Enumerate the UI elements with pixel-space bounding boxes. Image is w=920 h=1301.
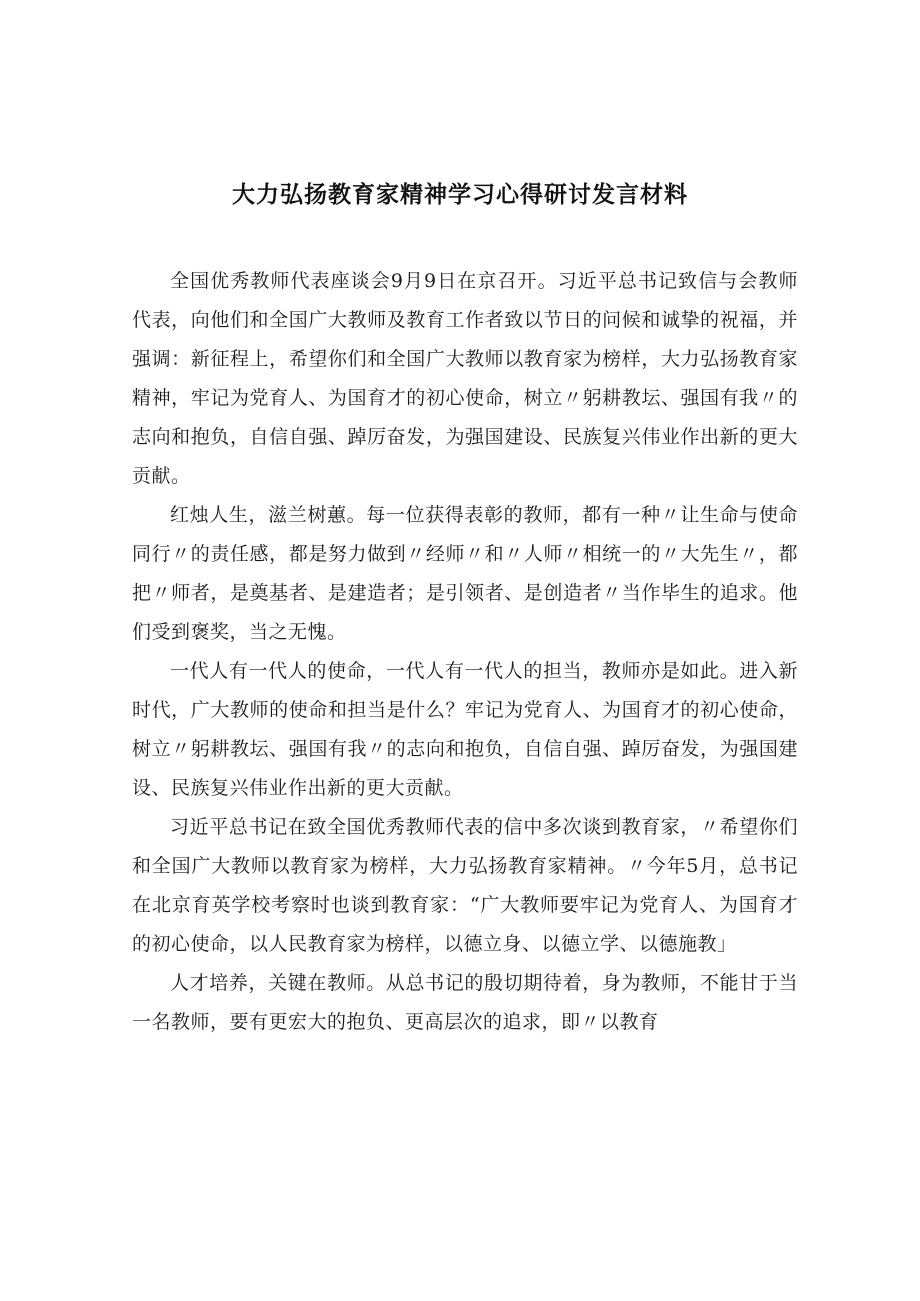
paragraph-5: 人才培养，关键在教师。从总书记的殷切期待着，身为教师，不能甘于当一名教师，要有更宏大的抱负、更高层次的追求，即〃以教育 (132, 972, 798, 1033)
paragraph-3: 一代人有一代人的使命，一代人有一代人的担当，教师亦是如此。进入新时代，广大教师的使命和担当是什么？牢记为党育人、为国育才的初心使命，树立〃躬耕教坛、强国有我〃的志向和抱负，自信自强、踔厉奋发，为强国建设、民族复兴伟业作出新的更大贡献。 (132, 660, 798, 799)
document-title: 大力弘扬教育家精神学习心得研讨发言材料 (232, 182, 688, 208)
document-body (132, 262, 798, 1042)
paragraph-2: 红烛人生，滋兰树蕙。每一位获得表彰的教师，都有一种〃让生命与使命同行〃的责任感，都是努力做到〃经师〃和〃人师〃相统一的〃大先生〃，都把〃师者，是奠基者、是建造者；是引领者、是创造者〃当作毕生的追求。他们受到褒奖，当之无愧。 (132, 504, 798, 643)
paragraph-1: 全国优秀教师代表座谈会9月9日在京召开。习近平总书记致信与会教师代表，向他们和全国广大教师及教育工作者致以节日的问候和诚挚的祝福，并强调：新征程上，希望你们和全国广大教师以教育家为榜样，大力弘扬教育家精神，牢记为党育人、为国育才的初心使命，树立〃躬耕教坛、强国有我〃的志向和抱负，自信自强、踔厉奋发，为强国建设、民族复兴伟业作出新的更大贡献。 (132, 270, 798, 487)
paragraph-4: 习近平总书记在致全国优秀教师代表的信中多次谈到教育家，〃希望你们和全国广大教师以教育家为榜样，大力弘扬教育家精神。〃今年5月，总书记在北京育英学校考察时也谈到教育家：“广大教师要牢记为党育人、为国育才的初心使命，以人民教育家为榜样，以德立身、以德立学、以德施教」 (132, 816, 798, 955)
